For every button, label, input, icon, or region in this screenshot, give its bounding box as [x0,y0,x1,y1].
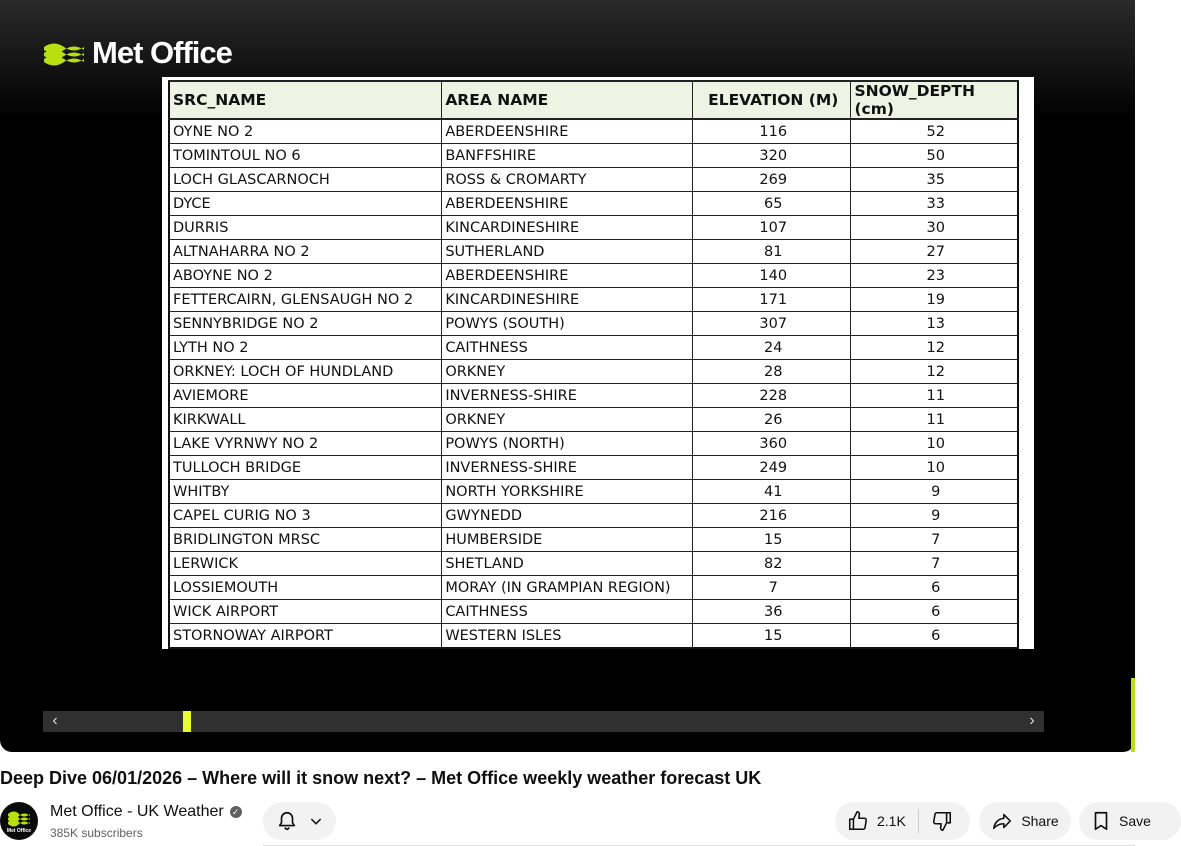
table-cell: LYTH NO 2 [169,336,442,360]
table-cell: 50 [851,144,1018,168]
table-row [169,504,1018,528]
table-cell: SHETLAND [442,552,693,576]
like-count: 2.1K [877,813,906,829]
table-cell: 24 [693,336,851,360]
share-icon [991,810,1013,832]
table-cell: ABOYNE NO 2 [169,264,442,288]
table-row [169,264,1018,288]
storyboard-strip[interactable] [43,711,1044,732]
table-cell: ORKNEY: LOCH OF HUNDLAND [169,360,442,384]
table-row [169,552,1018,576]
table-cell: 9 [851,504,1018,528]
table-header-row [169,81,1018,119]
snow-depth-table [168,80,1019,649]
chevron-down-icon [308,813,324,829]
chevron-left-icon[interactable]: ‹ [52,712,58,729]
table-row [169,312,1018,336]
chevron-right-icon[interactable]: › [1029,712,1035,729]
table-cell: CAITHNESS [442,600,693,624]
table-cell: 269 [693,168,851,192]
table-cell: CAITHNESS [442,336,693,360]
table-cell: INVERNESS-SHIRE [442,456,693,480]
table-cell: 10 [851,456,1018,480]
table-cell: 35 [851,168,1018,192]
storyboard-position-marker[interactable] [183,711,191,732]
table-cell: MORAY (IN GRAMPIAN REGION) [442,576,693,600]
save-button[interactable] [1079,802,1181,840]
table-cell: 33 [851,192,1018,216]
table-cell: 7 [851,528,1018,552]
table-cell: 41 [693,480,851,504]
table-cell: LOCH GLASCARNOCH [169,168,442,192]
table-row [169,600,1018,624]
column-header: ELEVATION (M) [693,81,851,119]
table-row [169,336,1018,360]
table-cell: DURRIS [169,216,442,240]
thumbs-down-icon [931,810,953,832]
channel-avatar[interactable] [0,802,38,840]
notifications-button[interactable] [263,802,336,840]
table-row [169,216,1018,240]
table-cell: 28 [693,360,851,384]
table-cell: 19 [851,288,1018,312]
avatar-logo-icon [0,802,38,840]
table-row [169,528,1018,552]
channel-name[interactable]: Met Office - UK Weather [50,803,224,820]
table-cell: 140 [693,264,851,288]
table-cell: 360 [693,432,851,456]
table-cell: TOMINTOUL NO 6 [169,144,442,168]
table-cell: CAPEL CURIG NO 3 [169,504,442,528]
table-cell: POWYS (SOUTH) [442,312,693,336]
table-row [169,288,1018,312]
table-row [169,576,1018,600]
table-cell: 27 [851,240,1018,264]
table-cell: 6 [851,624,1018,649]
table-cell: ABERDEENSHIRE [442,264,693,288]
table-cell: DYCE [169,192,442,216]
table-cell: 12 [851,360,1018,384]
table-row [169,192,1018,216]
slide-content [162,77,1034,649]
table-cell: 216 [693,504,851,528]
table-cell: 15 [693,624,851,649]
table-row [169,624,1018,649]
logo-text: Met Office [92,35,232,70]
table-row [169,119,1018,144]
table-row [169,456,1018,480]
table-cell: 82 [693,552,851,576]
table-cell: ABERDEENSHIRE [442,119,693,144]
verified-icon: ✓ [230,806,242,818]
table-cell: 26 [693,408,851,432]
table-cell: 52 [851,119,1018,144]
table-cell: 11 [851,384,1018,408]
table-cell: 10 [851,432,1018,456]
table-cell: 11 [851,408,1018,432]
table-cell: TULLOCH BRIDGE [169,456,442,480]
table-cell: LOSSIEMOUTH [169,576,442,600]
table-cell: 7 [693,576,851,600]
table-cell: 7 [851,552,1018,576]
table-row [169,432,1018,456]
table-cell: NORTH YORKSHIRE [442,480,693,504]
table-row [169,240,1018,264]
column-header: AREA NAME [442,81,693,119]
table-cell: 15 [693,528,851,552]
table-cell: 6 [851,600,1018,624]
table-cell: LAKE VYRNWY NO 2 [169,432,442,456]
table-cell: WESTERN ISLES [442,624,693,649]
table-cell: 171 [693,288,851,312]
table-cell: 107 [693,216,851,240]
table-row [169,384,1018,408]
table-cell: KINCARDINESHIRE [442,216,693,240]
save-label: Save [1119,813,1151,829]
table-cell: STORNOWAY AIRPORT [169,624,442,649]
video-title: Deep Dive 06/01/2026 – Where will it snow next? – Met Office weekly weather forecast UK [0,768,762,788]
table-cell: OYNE NO 2 [169,119,442,144]
table-cell: 81 [693,240,851,264]
table-cell: 228 [693,384,851,408]
table-cell: 116 [693,119,851,144]
met-office-wave-icon [42,38,86,68]
column-header: SRC_NAME [169,81,442,119]
table-cell: SENNYBRIDGE NO 2 [169,312,442,336]
table-row [169,408,1018,432]
like-dislike-group [835,802,970,840]
subscriber-count: 385K subscribers [50,826,143,840]
table-cell: ABERDEENSHIRE [442,192,693,216]
table-cell: ALTNAHARRA NO 2 [169,240,442,264]
table-cell: 13 [851,312,1018,336]
table-row [169,144,1018,168]
bell-icon [276,810,298,832]
table-cell: 320 [693,144,851,168]
table-cell: ORKNEY [442,360,693,384]
table-cell: ORKNEY [442,408,693,432]
table-cell: BANFFSHIRE [442,144,693,168]
table-cell: ROSS & CROMARTY [442,168,693,192]
table-cell: WHITBY [169,480,442,504]
table-cell: 307 [693,312,851,336]
table-cell: WICK AIRPORT [169,600,442,624]
table-cell: 36 [693,600,851,624]
table-cell: 9 [851,480,1018,504]
table-cell: AVIEMORE [169,384,442,408]
table-cell: KIRKWALL [169,408,442,432]
table-cell: FETTERCAIRN, GLENSAUGH NO 2 [169,288,442,312]
table-cell: LERWICK [169,552,442,576]
table-cell: 30 [851,216,1018,240]
table-cell: 249 [693,456,851,480]
table-cell: KINCARDINESHIRE [442,288,693,312]
table-cell: 12 [851,336,1018,360]
share-label: Share [1021,813,1059,829]
table-cell: GWYNEDD [442,504,693,528]
table-cell: POWYS (NORTH) [442,432,693,456]
share-button[interactable] [979,802,1071,840]
table-row [169,168,1018,192]
bookmark-icon [1091,810,1111,832]
table-row [169,480,1018,504]
table-cell: 23 [851,264,1018,288]
avatar-text: Met Office [6,828,32,834]
table-cell: SUTHERLAND [442,240,693,264]
table-cell: INVERNESS-SHIRE [442,384,693,408]
like-button[interactable] [835,802,918,840]
met-office-logo [42,35,232,71]
table-cell: 65 [693,192,851,216]
dislike-button[interactable] [919,802,965,840]
table-cell: 6 [851,576,1018,600]
table-cell: HUMBERSIDE [442,528,693,552]
column-header: SNOW_DEPTH (cm) [851,81,1018,119]
channel-name-row[interactable] [50,803,242,821]
player-edge-marker [1131,678,1135,752]
table-cell: BRIDLINGTON MRSC [169,528,442,552]
thumbs-up-icon [847,810,869,832]
table-row [169,360,1018,384]
